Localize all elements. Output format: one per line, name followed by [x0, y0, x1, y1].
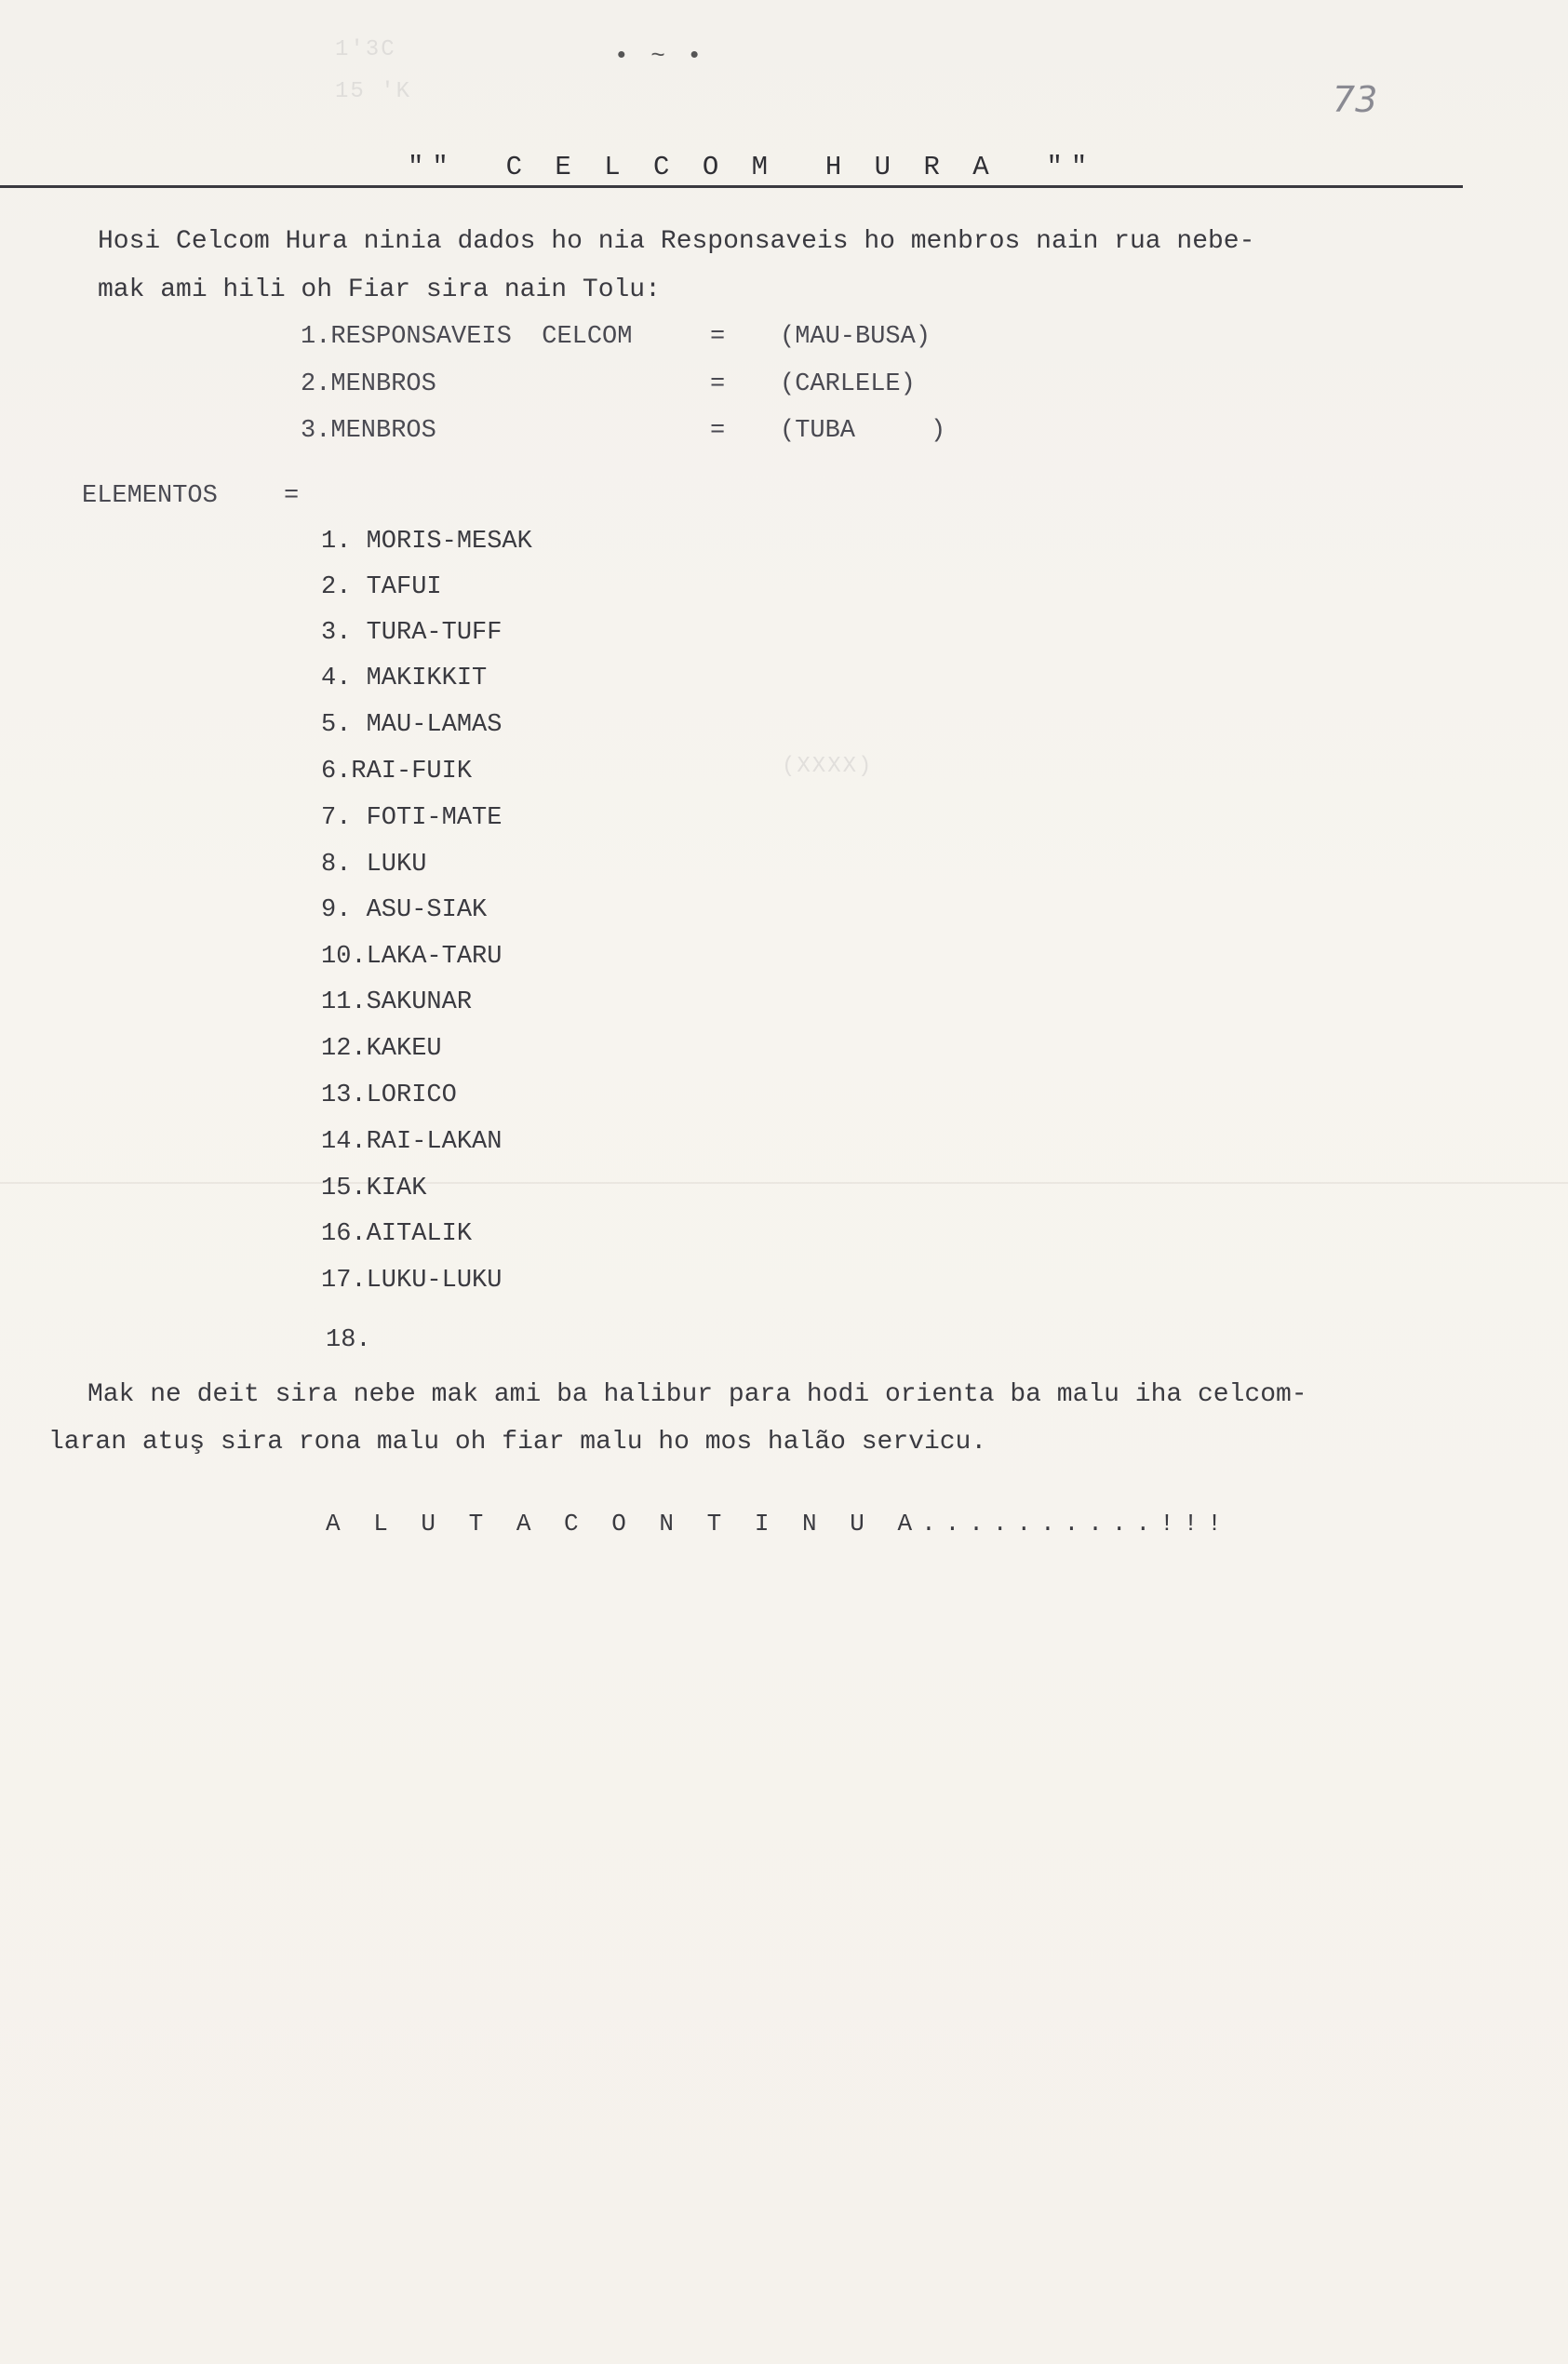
menbro-name: (TUBA ) — [780, 417, 946, 445]
menbro-equals: = — [710, 417, 726, 445]
elemento-item: 4. MAKIKKIT — [321, 665, 488, 692]
elemento-item: 8. LUKU — [321, 851, 427, 879]
menbro-label: 2.MENBROS — [301, 370, 436, 398]
menbro-equals: = — [710, 370, 726, 398]
menbro-name: (CARLELE) — [780, 370, 916, 398]
elemento-item: 1. MORIS-MESAK — [321, 528, 532, 556]
elemento-item: 12.KAKEU — [321, 1035, 442, 1063]
elemento-item: 11.SAKUNAR — [321, 988, 473, 1016]
intro-line-1: Hosi Celcom Hura ninia dados ho nia Responsaveis ho menbros nain rua nebe- — [98, 227, 1255, 256]
fold-line — [0, 1182, 1568, 1184]
elemento-item: 9. ASU-SIAK — [321, 896, 488, 924]
document-title: "" C E L C O M H U R A "" — [408, 152, 1096, 182]
closing-line-2: laran atuş sira rona malu oh fiar malu ho mos halão servicu. — [48, 1428, 987, 1457]
elemento-item: 18. — [326, 1326, 371, 1354]
responsavel-label: 1.RESPONSAVEIS CELCOM — [301, 323, 633, 351]
elementos-equals: = — [284, 482, 300, 510]
bleed-through-text: 15 'K — [335, 79, 412, 104]
intro-line-2: mak ami hili oh Fiar sira nain Tolu: — [98, 275, 661, 304]
elemento-item: 5. MAU-LAMAS — [321, 711, 503, 739]
bleed-through-text: 1'3C — [335, 37, 396, 62]
menbro-label: 3.MENBROS — [301, 417, 436, 445]
elementos-label: ELEMENTOS — [82, 482, 218, 510]
elemento-item: 6.RAI-FUIK — [321, 758, 473, 786]
top-mark: • ~ • — [614, 42, 706, 70]
page-number: 73 — [1333, 79, 1378, 120]
elemento-item: 10.LAKA-TARU — [321, 943, 503, 971]
elemento-item: 17.LUKU-LUKU — [321, 1267, 503, 1295]
bleed-through-text: (XXXX) — [782, 754, 874, 779]
elemento-item: 7. FOTI-MATE — [321, 804, 503, 832]
elemento-item: 14.RAI-LAKAN — [321, 1128, 503, 1156]
elemento-item: 16.AITALIK — [321, 1220, 473, 1248]
elemento-item: 3. TURA-TUFF — [321, 619, 503, 647]
closing-line-1: Mak ne deit sira nebe mak ami ba halibur para hodi orienta ba malu iha celcom- — [87, 1380, 1307, 1409]
responsavel-equals: = — [710, 323, 726, 351]
elemento-item: 15.KIAK — [321, 1175, 427, 1202]
responsavel-name: (MAU-BUSA) — [780, 323, 931, 351]
elemento-item: 2. TAFUI — [321, 573, 442, 601]
slogan: A L U T A C O N T I N U A..........!!! — [326, 1510, 1231, 1538]
elemento-item: 13.LORICO — [321, 1081, 457, 1109]
title-rule — [0, 185, 1463, 188]
